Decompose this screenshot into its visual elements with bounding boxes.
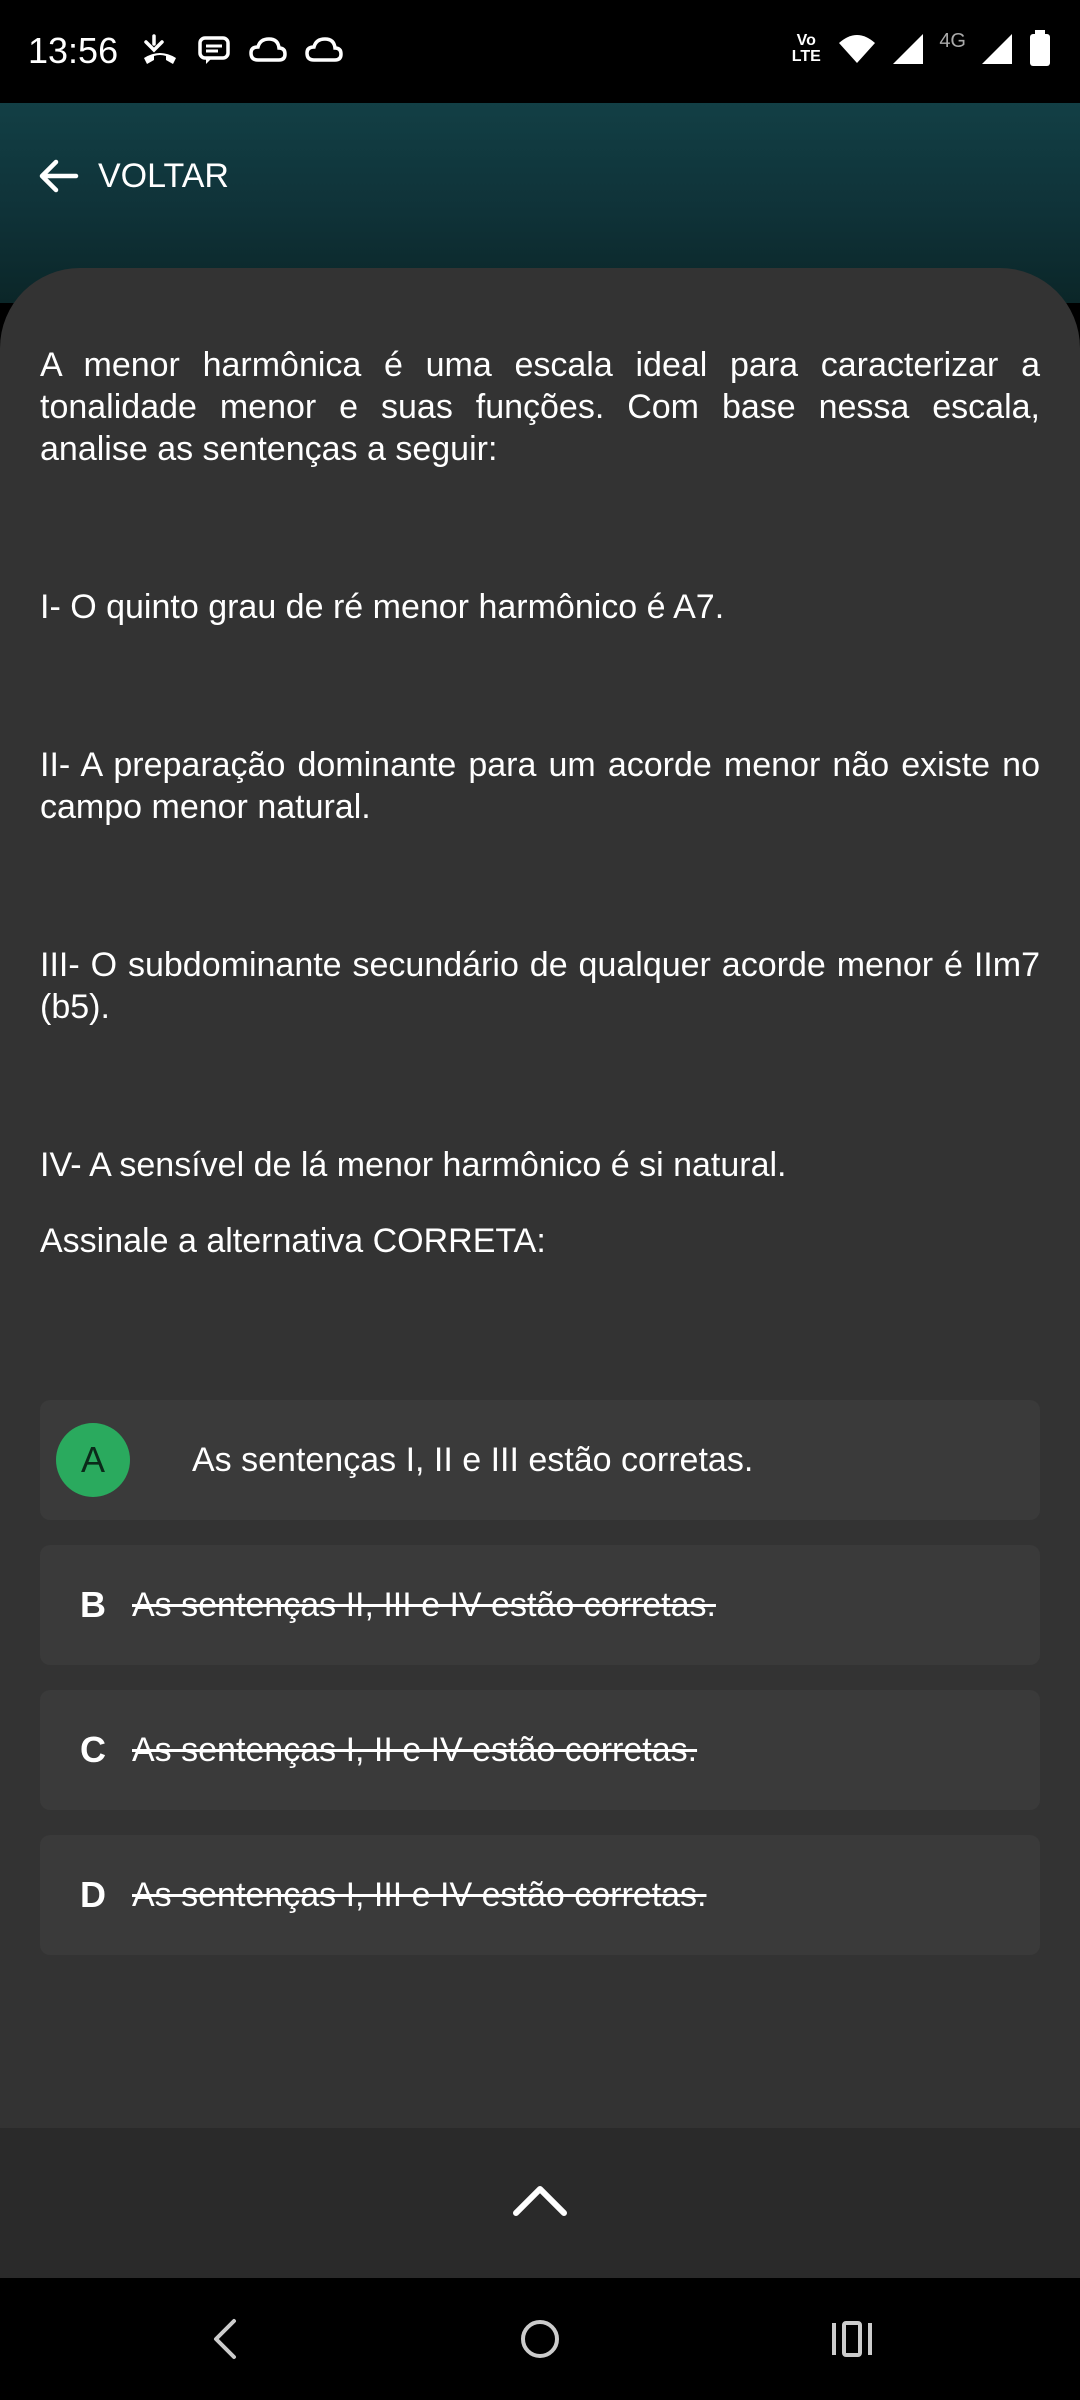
statement-3: III- O subdominante secundário de qualquer acorde menor é IIm7 (b5). (40, 946, 1040, 1026)
cloud-icon (304, 32, 344, 68)
back-label: VOLTAR (98, 156, 229, 195)
statement-2: II- A preparação dominante para um acorde menor não existe no campo menor natural. (40, 746, 1040, 826)
missed-call-icon (140, 32, 180, 68)
status-left-icons (140, 32, 344, 68)
cloud-icon (248, 32, 288, 68)
option-d[interactable] (40, 1835, 1040, 1955)
network-label: 4G (939, 30, 966, 52)
statement-1: I- O quinto grau de ré menor harmônico é A7. (40, 588, 725, 626)
nav-recents-icon (828, 2317, 876, 2361)
battery-icon (1028, 30, 1052, 68)
nav-back-icon (206, 2317, 246, 2361)
option-letter: B (80, 1584, 106, 1625)
back-button[interactable] (36, 151, 229, 201)
nav-home-icon (518, 2317, 562, 2361)
nav-home-button[interactable] (510, 2314, 570, 2364)
question-prompt: Assinale a alternativa CORRETA: (40, 1222, 546, 1260)
statement-4: IV- A sensível de lá menor harmônico é si natural. (40, 1146, 787, 1184)
option-a[interactable] (40, 1400, 1040, 1520)
option-c[interactable] (40, 1690, 1040, 1810)
arrow-left-icon (36, 154, 80, 198)
bottom-bar (0, 2128, 1080, 2278)
volte-label: Vo LTE (791, 32, 821, 65)
message-icon (196, 32, 232, 68)
option-letter: C (80, 1729, 106, 1770)
question-intro: A menor harmônica é uma escala ideal para caracterizar a tonalidade menor e suas funções. Com base nessa escala, analise as sentenças a seguir: (40, 346, 1040, 468)
question-text (40, 344, 1040, 1262)
option-text: As sentenças I, II e III estão corretas. (192, 1440, 754, 1479)
option-text: As sentenças II, III e IV estão corretas. (132, 1585, 716, 1624)
question-card (0, 268, 1080, 2128)
nav-back-button[interactable] (196, 2314, 256, 2364)
chevron-up-icon (512, 2183, 568, 2219)
expand-button[interactable] (510, 2176, 570, 2226)
option-letter: D (80, 1874, 106, 1915)
option-text: As sentenças I, III e IV estão corretas. (132, 1875, 707, 1914)
option-b[interactable] (40, 1545, 1040, 1665)
option-letter-badge: A (56, 1423, 130, 1497)
system-nav-bar (0, 2278, 1080, 2400)
status-right-icons (789, 30, 1052, 68)
answer-options (40, 1400, 1040, 1980)
nav-recents-button[interactable] (822, 2314, 882, 2364)
option-text: As sentenças I, II e IV estão corretas. (132, 1730, 698, 1769)
signal-icon (980, 32, 1014, 66)
signal-icon (891, 32, 925, 66)
wifi-icon (837, 31, 877, 67)
status-bar (0, 0, 1080, 103)
status-time: 13:56 (28, 30, 119, 71)
